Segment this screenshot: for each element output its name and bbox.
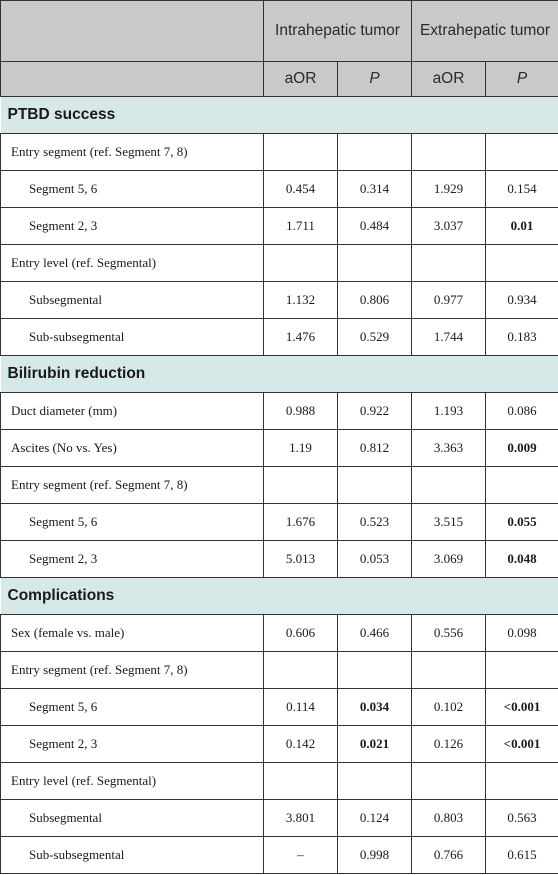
cell-intra-aor: 1.19	[264, 430, 338, 467]
row-label: Subsegmental	[1, 800, 264, 837]
cell-extra-aor: 0.766	[412, 837, 486, 874]
header-intra-aor: aOR	[264, 62, 338, 97]
cell-intra-p: 0.812	[338, 430, 412, 467]
cell-intra-aor: 3.801	[264, 800, 338, 837]
row-label: Entry segment (ref. Segment 7, 8)	[1, 652, 264, 689]
table-row	[1, 837, 558, 874]
table-row	[1, 800, 558, 837]
cell-intra-p: 0.053	[338, 541, 412, 578]
row-label: Segment 2, 3	[1, 541, 264, 578]
table-header	[1, 1, 558, 97]
cell-intra-p: 0.314	[338, 171, 412, 208]
cell-intra-aor: –	[264, 837, 338, 874]
cell-extra-aor: 1.929	[412, 171, 486, 208]
cell-intra-p: 0.034	[338, 689, 412, 726]
cell-extra-p: 0.563	[486, 800, 558, 837]
table-row	[1, 171, 558, 208]
cell-intra-aor: 0.454	[264, 171, 338, 208]
cell-intra-p: 0.922	[338, 393, 412, 430]
cell-intra-p: 0.466	[338, 615, 412, 652]
cell-intra-p	[338, 763, 412, 800]
cell-extra-aor: 0.126	[412, 726, 486, 763]
table-row	[1, 763, 558, 800]
table-row	[1, 615, 558, 652]
cell-extra-aor: 0.102	[412, 689, 486, 726]
cell-extra-aor	[412, 134, 486, 171]
header-extrahepatic-tumor: Extrahepatic tumor	[412, 1, 558, 62]
row-label: Segment 5, 6	[1, 504, 264, 541]
table-row	[1, 652, 558, 689]
cell-intra-aor: 0.606	[264, 615, 338, 652]
table-row	[1, 393, 558, 430]
table-row	[1, 430, 558, 467]
cell-intra-aor: 1.676	[264, 504, 338, 541]
cell-intra-p	[338, 245, 412, 282]
cell-extra-p	[486, 245, 558, 282]
header-extra-p: P	[486, 62, 558, 97]
table-row	[1, 282, 558, 319]
cell-extra-aor: 1.193	[412, 393, 486, 430]
row-label: Sub-subsegmental	[1, 837, 264, 874]
section-title: Bilirubin reduction	[1, 356, 558, 393]
section-header-row	[1, 578, 558, 615]
table-row	[1, 504, 558, 541]
row-label: Segment 2, 3	[1, 208, 264, 245]
cell-extra-aor: 1.744	[412, 319, 486, 356]
cell-extra-p	[486, 134, 558, 171]
row-label: Entry level (ref. Segmental)	[1, 245, 264, 282]
cell-extra-aor: 3.363	[412, 430, 486, 467]
cell-extra-aor: 0.556	[412, 615, 486, 652]
cell-intra-p	[338, 467, 412, 504]
row-label: Entry segment (ref. Segment 7, 8)	[1, 134, 264, 171]
table-row	[1, 319, 558, 356]
table-row	[1, 726, 558, 763]
cell-extra-aor	[412, 245, 486, 282]
row-label: Entry segment (ref. Segment 7, 8)	[1, 467, 264, 504]
cell-extra-p: 0.154	[486, 171, 558, 208]
cell-intra-p: 0.529	[338, 319, 412, 356]
header-extra-aor: aOR	[412, 62, 486, 97]
cell-extra-p: 0.098	[486, 615, 558, 652]
table-row	[1, 245, 558, 282]
cell-intra-aor: 1.711	[264, 208, 338, 245]
cell-intra-aor	[264, 763, 338, 800]
cell-intra-aor: 0.114	[264, 689, 338, 726]
table-row	[1, 541, 558, 578]
row-label: Segment 5, 6	[1, 689, 264, 726]
section-title: Complications	[1, 578, 558, 615]
cell-extra-p: 0.086	[486, 393, 558, 430]
cell-extra-p: 0.048	[486, 541, 558, 578]
header-intrahepatic-tumor: Intrahepatic tumor	[264, 1, 412, 62]
row-label: Segment 2, 3	[1, 726, 264, 763]
row-label: Ascites (No vs. Yes)	[1, 430, 264, 467]
cell-extra-aor: 3.069	[412, 541, 486, 578]
cell-extra-aor: 0.803	[412, 800, 486, 837]
row-label: Sex (female vs. male)	[1, 615, 264, 652]
cell-intra-p	[338, 652, 412, 689]
row-label: Subsegmental	[1, 282, 264, 319]
cell-intra-p: 0.021	[338, 726, 412, 763]
cell-extra-p: 0.183	[486, 319, 558, 356]
section-header-row	[1, 97, 558, 134]
cell-extra-aor: 0.977	[412, 282, 486, 319]
row-label: Sub-subsegmental	[1, 319, 264, 356]
cell-intra-p: 0.523	[338, 504, 412, 541]
cell-extra-aor	[412, 652, 486, 689]
cell-extra-aor	[412, 467, 486, 504]
cell-intra-aor	[264, 652, 338, 689]
cell-extra-p: 0.055	[486, 504, 558, 541]
section-header-row	[1, 356, 558, 393]
cell-extra-p	[486, 652, 558, 689]
cell-intra-p: 0.998	[338, 837, 412, 874]
cell-extra-p: 0.615	[486, 837, 558, 874]
section-title: PTBD success	[1, 97, 558, 134]
cell-extra-p: <0.001	[486, 726, 558, 763]
cell-intra-aor	[264, 467, 338, 504]
row-label: Segment 5, 6	[1, 171, 264, 208]
table-body	[1, 97, 558, 874]
cell-intra-aor: 1.132	[264, 282, 338, 319]
header-intra-p: P	[338, 62, 412, 97]
cell-extra-p	[486, 763, 558, 800]
row-label: Entry level (ref. Segmental)	[1, 763, 264, 800]
cell-extra-p: 0.009	[486, 430, 558, 467]
cell-extra-aor: 3.515	[412, 504, 486, 541]
header-corner-cell	[1, 1, 264, 62]
header-corner-cell-2	[1, 62, 264, 97]
cell-extra-p	[486, 467, 558, 504]
cell-extra-aor: 3.037	[412, 208, 486, 245]
cell-extra-aor	[412, 763, 486, 800]
table-row	[1, 134, 558, 171]
table-row	[1, 689, 558, 726]
cell-intra-aor	[264, 245, 338, 282]
cell-intra-p: 0.806	[338, 282, 412, 319]
cell-intra-aor: 0.988	[264, 393, 338, 430]
cell-intra-aor: 0.142	[264, 726, 338, 763]
cell-intra-p: 0.124	[338, 800, 412, 837]
table-row	[1, 208, 558, 245]
cell-extra-p: 0.01	[486, 208, 558, 245]
cell-intra-p: 0.484	[338, 208, 412, 245]
table-row	[1, 467, 558, 504]
cell-extra-p: <0.001	[486, 689, 558, 726]
cell-intra-aor	[264, 134, 338, 171]
cell-intra-p	[338, 134, 412, 171]
cell-intra-aor: 1.476	[264, 319, 338, 356]
row-label: Duct diameter (mm)	[1, 393, 264, 430]
cell-intra-aor: 5.013	[264, 541, 338, 578]
cell-extra-p: 0.934	[486, 282, 558, 319]
